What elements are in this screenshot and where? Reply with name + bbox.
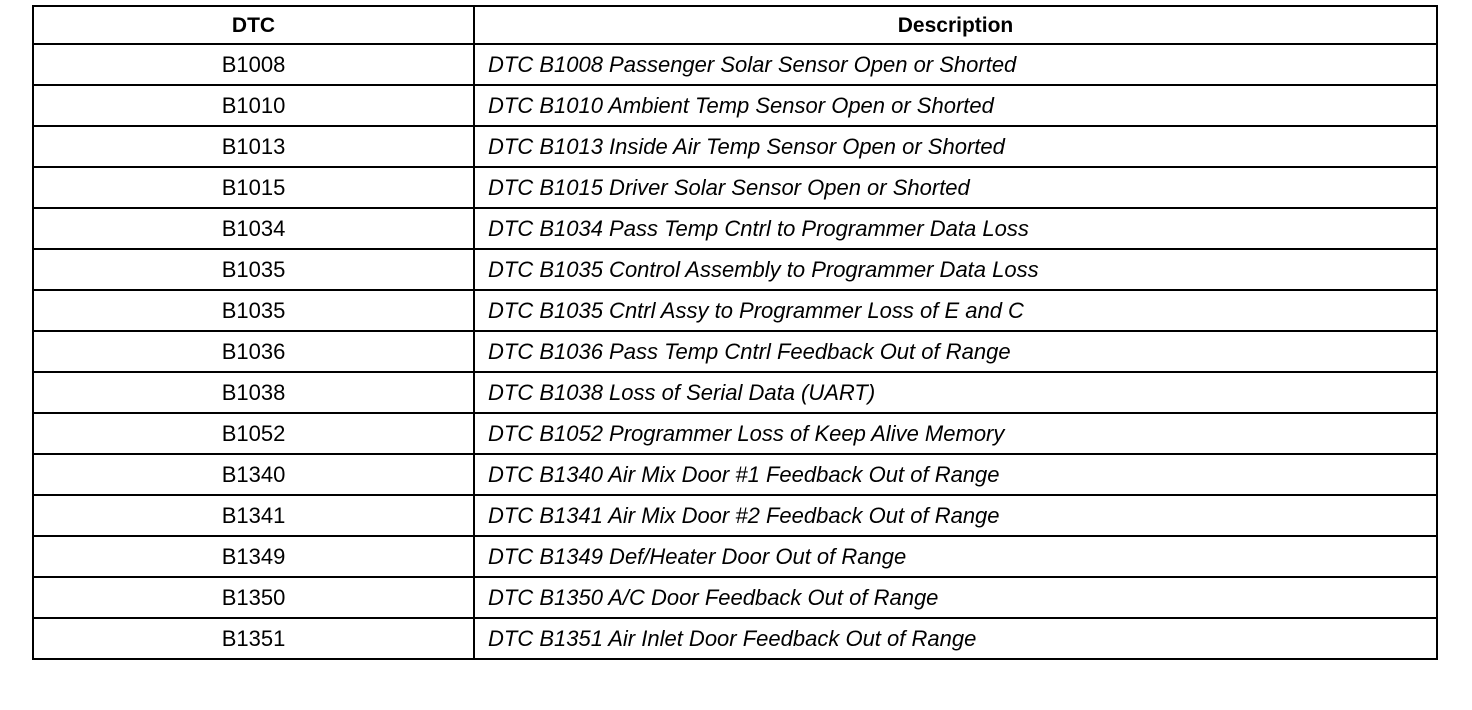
- dtc-code-cell: B1340: [33, 454, 474, 495]
- dtc-description-cell: DTC B1341 Air Mix Door #2 Feedback Out of Range: [474, 495, 1437, 536]
- dtc-description-cell: DTC B1349 Def/Heater Door Out of Range: [474, 536, 1437, 577]
- table-row: [33, 577, 1437, 618]
- dtc-code-cell: B1350: [33, 577, 474, 618]
- dtc-description-cell: DTC B1010 Ambient Temp Sensor Open or Shorted: [474, 85, 1437, 126]
- dtc-description-cell: DTC B1035 Cntrl Assy to Programmer Loss of E and C: [474, 290, 1437, 331]
- dtc-code-cell: B1013: [33, 126, 474, 167]
- dtc-table: [32, 5, 1438, 660]
- table-row: [33, 126, 1437, 167]
- table-row: [33, 536, 1437, 577]
- dtc-description-cell: DTC B1036 Pass Temp Cntrl Feedback Out of Range: [474, 331, 1437, 372]
- table-row: [33, 618, 1437, 659]
- dtc-code-cell: B1008: [33, 44, 474, 85]
- table-row: [33, 331, 1437, 372]
- table-row: [33, 44, 1437, 85]
- table-row: [33, 495, 1437, 536]
- dtc-description-cell: DTC B1015 Driver Solar Sensor Open or Shorted: [474, 167, 1437, 208]
- table-row: [33, 413, 1437, 454]
- dtc-code-cell: B1015: [33, 167, 474, 208]
- table-header: [33, 6, 1437, 44]
- dtc-code-cell: B1010: [33, 85, 474, 126]
- table-row: [33, 208, 1437, 249]
- table-row: [33, 85, 1437, 126]
- dtc-code-cell: B1351: [33, 618, 474, 659]
- dtc-code-cell: B1341: [33, 495, 474, 536]
- table-row: [33, 454, 1437, 495]
- table-body: [33, 44, 1437, 659]
- dtc-description-cell: DTC B1351 Air Inlet Door Feedback Out of Range: [474, 618, 1437, 659]
- dtc-code-cell: B1034: [33, 208, 474, 249]
- column-header-dtc: DTC: [33, 6, 474, 44]
- column-header-description: Description: [474, 6, 1437, 44]
- dtc-description-cell: DTC B1035 Control Assembly to Programmer Data Loss: [474, 249, 1437, 290]
- dtc-description-cell: DTC B1013 Inside Air Temp Sensor Open or Shorted: [474, 126, 1437, 167]
- dtc-code-cell: B1036: [33, 331, 474, 372]
- dtc-description-cell: DTC B1038 Loss of Serial Data (UART): [474, 372, 1437, 413]
- dtc-description-cell: DTC B1340 Air Mix Door #1 Feedback Out of Range: [474, 454, 1437, 495]
- dtc-code-cell: B1035: [33, 290, 474, 331]
- dtc-description-cell: DTC B1350 A/C Door Feedback Out of Range: [474, 577, 1437, 618]
- header-row: [33, 6, 1437, 44]
- table-row: [33, 249, 1437, 290]
- dtc-code-cell: B1349: [33, 536, 474, 577]
- dtc-description-cell: DTC B1008 Passenger Solar Sensor Open or Shorted: [474, 44, 1437, 85]
- dtc-code-cell: B1052: [33, 413, 474, 454]
- table-row: [33, 167, 1437, 208]
- dtc-code-cell: B1038: [33, 372, 474, 413]
- table-row: [33, 372, 1437, 413]
- table-row: [33, 290, 1437, 331]
- dtc-code-cell: B1035: [33, 249, 474, 290]
- dtc-description-cell: DTC B1052 Programmer Loss of Keep Alive Memory: [474, 413, 1437, 454]
- dtc-description-cell: DTC B1034 Pass Temp Cntrl to Programmer Data Loss: [474, 208, 1437, 249]
